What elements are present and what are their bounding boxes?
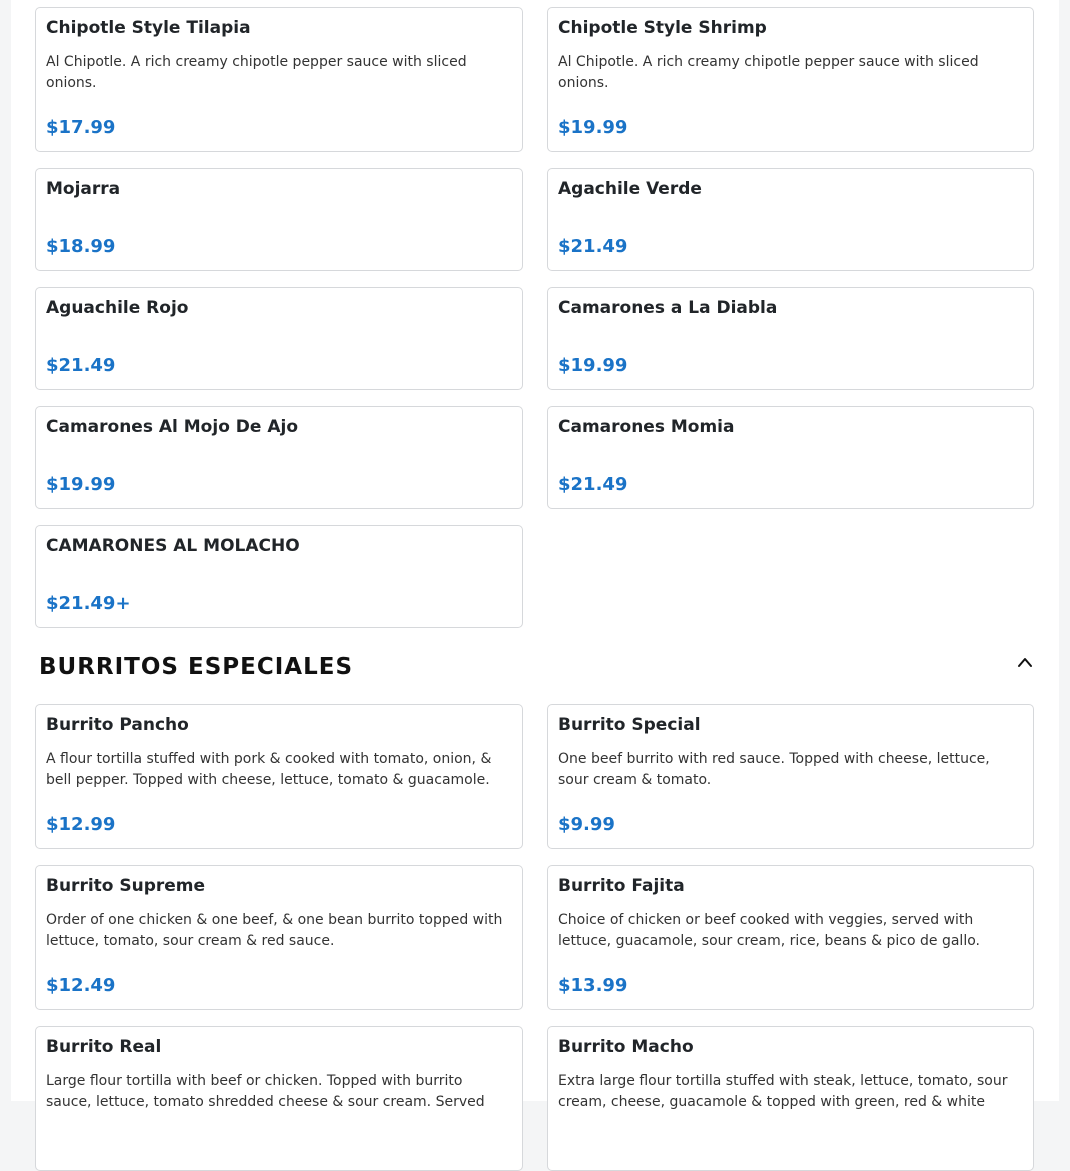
menu-item-name: Burrito Pancho bbox=[46, 715, 189, 735]
menu-item-price: $9.99 bbox=[558, 814, 615, 835]
menu-item-card[interactable] bbox=[547, 865, 1034, 1010]
menu-item-card[interactable] bbox=[35, 1026, 523, 1171]
menu-item-description: Large flour tortilla with beef or chicken. Topped with burrito sauce, lettuce, tomato shredded cheese & sour cream. Served bbox=[46, 1073, 485, 1110]
menu-item-card[interactable] bbox=[547, 1026, 1034, 1171]
menu-item-description: Order of one chicken & one beef, & one bean burrito topped with lettuce, tomato, sour cream & red sauce. bbox=[46, 912, 503, 949]
menu-item-name: Chipotle Style Tilapia bbox=[46, 18, 251, 38]
menu-item-name: CAMARONES AL MOLACHO bbox=[46, 536, 300, 556]
menu-item-name: Camarones a La Diabla bbox=[558, 298, 778, 318]
menu-item-card[interactable] bbox=[547, 287, 1034, 390]
menu-item-price: $21.49 bbox=[46, 355, 116, 376]
menu-item-card[interactable] bbox=[35, 865, 523, 1010]
menu-item-card[interactable] bbox=[547, 7, 1034, 152]
menu-item-card[interactable] bbox=[547, 406, 1034, 509]
menu-item-name: Burrito Macho bbox=[558, 1037, 694, 1057]
menu-item-price: $21.49+ bbox=[46, 593, 131, 614]
menu-item-price: $19.99 bbox=[558, 117, 628, 138]
menu-item-card[interactable] bbox=[35, 406, 523, 509]
menu-item-card[interactable] bbox=[35, 7, 523, 152]
menu-item-description: Extra large flour tortilla stuffed with steak, lettuce, tomato, sour cream, cheese, guacamole & topped with green, red & white bbox=[558, 1073, 1008, 1110]
chevron-up-icon bbox=[1015, 652, 1035, 672]
menu-item-card[interactable] bbox=[547, 704, 1034, 849]
menu-item-name: Aguachile Rojo bbox=[46, 298, 189, 318]
menu-item-price: $12.49 bbox=[46, 975, 116, 996]
menu-item-price: $21.49 bbox=[558, 236, 628, 257]
menu-item-description: A flour tortilla stuffed with pork & cooked with tomato, onion, & bell pepper. Topped with cheese, lettuce, tomato & guacamole. bbox=[46, 751, 492, 788]
menu-item-price: $13.99 bbox=[558, 975, 628, 996]
menu-item-name: Burrito Supreme bbox=[46, 876, 206, 896]
menu-item-name: Burrito Real bbox=[46, 1037, 162, 1057]
menu-item-price: $12.99 bbox=[46, 814, 116, 835]
menu-item-card[interactable] bbox=[35, 704, 523, 849]
menu-item-name: Agachile Verde bbox=[558, 179, 702, 199]
menu-item-price: $21.49 bbox=[558, 474, 628, 495]
menu-item-name: Burrito Fajita bbox=[558, 876, 685, 896]
menu-item-description: Choice of chicken or beef cooked with veggies, served with lettuce, guacamole, sour cream, rice, beans & pico de gallo. bbox=[558, 912, 980, 949]
menu-item-card[interactable] bbox=[35, 287, 523, 390]
menu-item-name: Chipotle Style Shrimp bbox=[558, 18, 767, 38]
menu-page bbox=[11, 0, 1059, 1110]
menu-item-price: $19.99 bbox=[558, 355, 628, 376]
menu-item-name: Camarones Momia bbox=[558, 417, 735, 437]
collapse-section-button[interactable] bbox=[1015, 652, 1035, 672]
menu-item-name: Burrito Special bbox=[558, 715, 701, 735]
menu-item-name: Mojarra bbox=[46, 179, 121, 199]
section-title: BURRITOS ESPECIALES bbox=[39, 654, 354, 680]
menu-item-description: Al Chipotle. A rich creamy chipotle pepper sauce with sliced onions. bbox=[46, 54, 467, 91]
menu-item-price: $17.99 bbox=[46, 117, 116, 138]
menu-item-card[interactable] bbox=[547, 168, 1034, 271]
menu-item-description: Al Chipotle. A rich creamy chipotle pepper sauce with sliced onions. bbox=[558, 54, 979, 91]
menu-item-price: $19.99 bbox=[46, 474, 116, 495]
menu-item-card[interactable] bbox=[35, 168, 523, 271]
menu-item-name: Camarones Al Mojo De Ajo bbox=[46, 417, 299, 437]
menu-item-card[interactable] bbox=[35, 525, 523, 628]
menu-item-price: $18.99 bbox=[46, 236, 116, 257]
menu-item-description: One beef burrito with red sauce. Topped with cheese, lettuce, sour cream & tomato. bbox=[558, 751, 990, 788]
